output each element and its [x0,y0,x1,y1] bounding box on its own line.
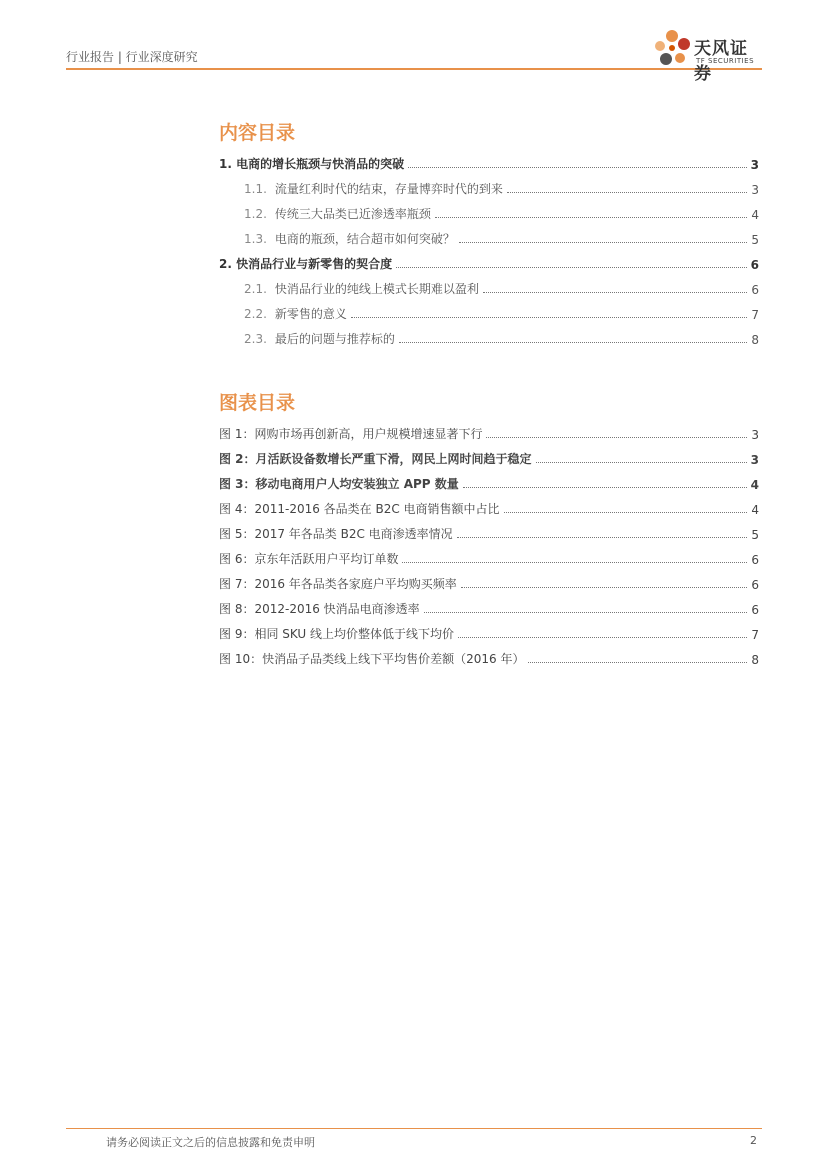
figure-entry-page: 6 [751,578,759,592]
toc-entry-label [219,155,406,172]
toc-entry-number: 1.1. [244,182,267,196]
figure-entry[interactable] [219,492,759,517]
figure-entry[interactable] [219,542,759,567]
toc-entry-page: 6 [751,283,759,297]
toc-entry-number: 1.3. [244,232,267,246]
dot-leader [396,267,747,268]
toc-entry-text: 2. 快消品行业与新零售的契合度 [219,257,393,271]
dot-leader [507,192,747,193]
toc-entry-number: 1.2. [244,207,267,221]
figure-entry-label: 图 6：京东年活跃用户平均订单数 [219,552,399,566]
figure-entry-label: 图 8：2012-2016 快消品电商渗透率 [219,602,420,616]
figure-entry-label: 图 10：快消品子品类线上线下平均售价差额（2016 年） [219,652,525,666]
toc-entry-text: 流量红利时代的结束，存量博弈时代的到来 [274,182,503,196]
contents-list [219,147,759,347]
figure-entry-label: 图 7：2016 年各品类各家庭户平均购买频率 [219,577,457,591]
toc-entry-number: 2.2. [244,307,267,321]
toc-entry-page: 5 [751,233,759,247]
figure-entry[interactable] [219,617,759,642]
toc-entry-label [244,230,457,247]
dot-leader [461,587,748,588]
figures-list [219,417,759,667]
dot-leader [457,537,748,538]
toc-entry-label [244,180,505,197]
toc-entry-label [244,205,433,222]
toc-entry-label [244,280,481,297]
figure-entry-label: 图 3：移动电商用户人均安装独立 APP 数量 [219,477,459,491]
header-title: 行业报告 | 行业深度研究 [66,50,198,64]
figure-entry-label: 图 9：相同 SKU 线上均价整体低于线下均价 [219,627,455,641]
toc-entry-number: 2.3. [244,332,267,346]
toc-entry-page: 3 [751,183,759,197]
dot-leader [536,462,747,463]
toc-entry[interactable] [219,222,759,247]
logo-english: TF SECURITIES [696,57,755,65]
toc-entry-text: 传统三大品类已近渗透率瓶颈 [274,207,431,221]
toc-entry-label [244,330,397,347]
toc-entry[interactable] [219,247,759,272]
figure-entry-page: 3 [751,428,759,442]
figure-entry-label: 图 1：网购市场再创新高，用户规模增速显著下行 [219,427,483,441]
toc-entry-label [244,305,349,322]
figure-entry-page: 4 [751,503,759,517]
toc-entry-text: 1. 电商的增长瓶颈与快消品的突破 [219,157,405,171]
figure-entry[interactable] [219,417,759,442]
dot-leader [486,437,747,438]
toc-entry-text: 新零售的意义 [274,307,347,321]
figure-entry[interactable] [219,592,759,617]
toc-entry-label [219,255,394,272]
figure-entry-label: 图 4：2011-2016 各品类在 B2C 电商销售额中占比 [219,502,500,516]
figure-entry-page: 6 [751,603,759,617]
figure-entry[interactable] [219,467,759,492]
toc-entry-page: 7 [751,308,759,322]
dot-leader [463,487,747,488]
toc-entry[interactable] [219,322,759,347]
figure-entry-page: 7 [751,628,759,642]
toc-entry-page: 8 [751,333,759,347]
toc-entry[interactable] [219,297,759,322]
toc-entry[interactable] [219,172,759,197]
figure-entry-page: 8 [751,653,759,667]
dot-leader [351,317,747,318]
figure-entry-label: 图 2：月活跃设备数增长严重下滑，网民上网时间趋于稳定 [219,452,532,466]
dot-leader [504,512,748,513]
figure-entry[interactable] [219,517,759,542]
logo-name: 天风证券 [694,39,748,84]
toc-entry-page: 3 [750,158,759,172]
toc-entry[interactable] [219,272,759,297]
dot-leader [402,562,747,563]
dot-leader [435,217,747,218]
toc-entry-text: 最后的问题与推荐标的 [274,332,395,346]
figure-entry-page: 4 [750,478,759,492]
dot-leader [483,292,747,293]
dot-leader [424,612,748,613]
tf-flower-logo-icon [650,26,694,70]
page-number: 2 [750,1134,757,1147]
toc-entry-number: 2.1. [244,282,267,296]
figure-entry-page: 6 [751,553,759,567]
contents-title: 内容目录 [219,122,296,144]
toc-entry[interactable] [219,147,759,172]
toc-entry-text: 快消品行业的纯线上模式长期难以盈利 [274,282,479,296]
figure-entry[interactable] [219,642,759,667]
footer-disclaimer: 请务必阅读正文之后的信息披露和免责申明 [106,1136,315,1149]
toc-entry-text: 电商的瓶颈，结合超市如何突破？ [274,232,455,246]
figure-entry[interactable] [219,442,759,467]
figure-entry[interactable] [219,567,759,592]
toc-entry[interactable] [219,197,759,222]
toc-entry-page: 4 [751,208,759,222]
footer-divider [66,1128,762,1129]
dot-leader [459,242,747,243]
figure-entry-page: 3 [750,453,759,467]
dot-leader [458,637,747,638]
dot-leader [528,662,747,663]
dot-leader [399,342,747,343]
company-logo [650,26,765,84]
figure-entry-page: 5 [751,528,759,542]
dot-leader [408,167,747,168]
toc-entry-page: 6 [750,258,759,272]
figure-entry-label: 图 5：2017 年各品类 B2C 电商渗透率情况 [219,527,453,541]
figures-title: 图表目录 [219,392,296,414]
